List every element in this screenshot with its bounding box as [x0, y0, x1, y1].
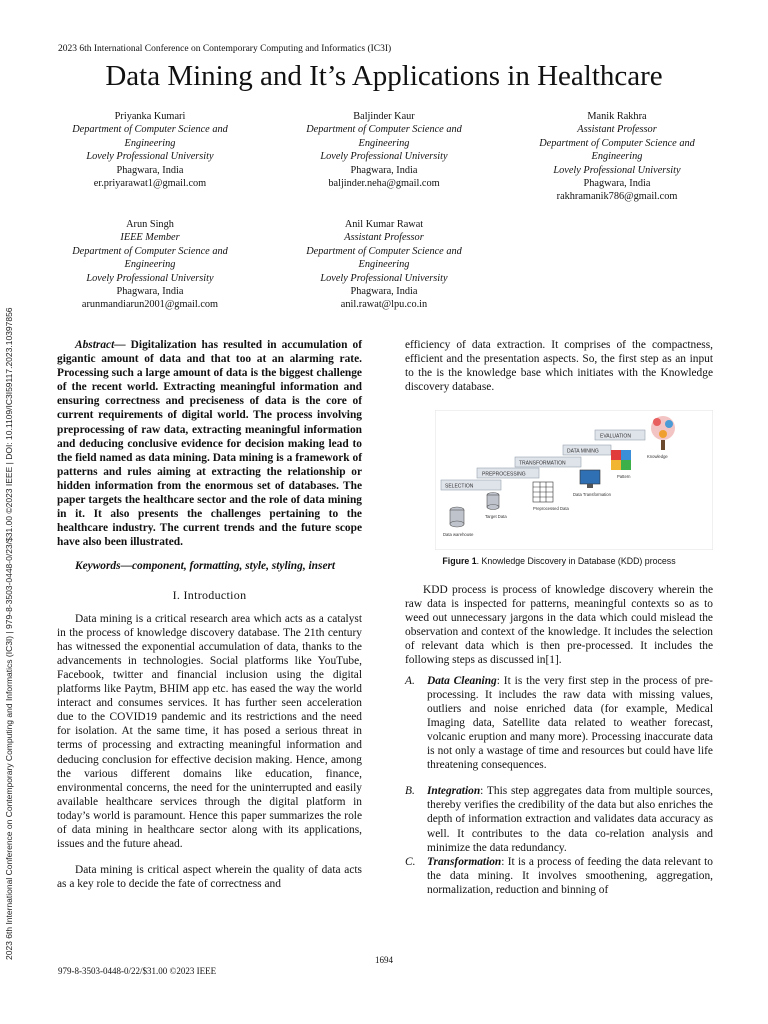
author-role: Assistant Professor [577, 124, 657, 136]
abstract-text: Digitalization has resulted in accumulation of gigantic amount of data and that too at an alarming rate. Processing such a large amount of data is the biggest challenge of the recent world. Extracting meaningful information and ensuring correctness and preciseness of data is the core of current requirements of digital world. The process involving preprocessing of raw data, extracting meaningful information and deducing conclusive evidence for decision making lead to the field named as data mining. Data mining is a framework of patterns and rules aiming at extracting the relationship or hidden information from the enormous set of databases. The paper targets the healthcare sector and the role of data mining in it. It also presents the challenges pertaining to the healthcare industry. The current trends and the future scope have also been illustrated. [57, 339, 362, 549]
author-university: Lovely Professional University [86, 272, 214, 284]
list-text: : It is a process of feeding the data relevant to the data mining. It involves smoothening, aggregation, normalization, reduction and binning of [427, 855, 713, 896]
figure-label: Data Transformation [573, 492, 611, 497]
abstract [57, 338, 362, 549]
author-role: Assistant Professor [344, 232, 424, 244]
author-block [284, 110, 484, 190]
figure-caption [405, 556, 713, 566]
author-name: Anil Kumar Rawat [344, 219, 424, 230]
author-university: Lovely Professional University [553, 164, 681, 176]
author-name: Manik Rakhra [587, 111, 647, 122]
list-item [405, 674, 713, 773]
paper-title: Data Mining and It’s Applications in Healthcare [105, 60, 663, 92]
list-term: Transformation [427, 855, 502, 868]
figure-label: Preprocessed Data [533, 506, 569, 511]
author-dept-cont: Engineering [358, 259, 410, 271]
author-city: Phagwara, India [350, 164, 418, 176]
figure-caption-text: . Knowledge Discovery in Database (KDD) process [476, 556, 676, 566]
figure-label: Knowledge [647, 454, 668, 459]
list-item [405, 784, 713, 854]
stage-label: DATA MINING [567, 448, 599, 455]
author-name: Priyanka Kumari [114, 111, 186, 122]
author-city: Phagwara, India [350, 286, 418, 298]
list-label: C. [405, 855, 416, 868]
author-block [284, 218, 484, 312]
stage-label: PREPROCESSING [482, 471, 526, 478]
author-university: Lovely Professional University [320, 151, 448, 163]
author-name: Baljinder Kaur [353, 111, 415, 122]
list-text: : It is the very first step in the process of pre-processing. It includes the raw data with missing values, outliers and noise enriched data (for example, Medical Imaging data, Satellite data related to weather forecast, volcanic eruption and many more). Processing inaccurate data is not only a wastage of time and resources but could have life threatening consequences. [427, 674, 713, 772]
paragraph: KDD process is process of knowledge discovery wherein the raw data is inspected for patterns, meaningful contexts so as to weed out unnecessary jargons in the data which could mislead the observation and context of the knowledge. It includes the selection of relevant data which is then pre-processed. It includes the following steps as discussed in[1]. [405, 584, 713, 667]
author-name: Arun Singh [126, 219, 174, 230]
author-city: Phagwara, India [116, 286, 184, 298]
author-dept: Department of Computer Science and [539, 137, 695, 149]
author-email: rakhramanik786@gmail.com [556, 191, 678, 203]
author-city: Phagwara, India [116, 164, 184, 176]
footer-copyright: 979-8-3503-0448-0/22/$31.00 ©2023 IEEE [58, 966, 217, 976]
author-dept-cont: Engineering [358, 137, 410, 149]
figure-caption-label: Figure 1 [442, 556, 477, 566]
author-email: er.priyarawat1@gmail.com [93, 178, 207, 190]
author-university: Lovely Professional University [86, 151, 214, 163]
kdd-diagram [435, 410, 713, 550]
list-text: : This step aggregates data from multiple sources, thereby verifies the credibility of the data but also enriches the depth of information extraction and validates data accuracy as well. It contributes to the data co-relation analysis and minimize the data redundancy. [427, 785, 713, 854]
author-dept: Department of Computer Science and [306, 124, 462, 136]
table-icon [533, 482, 553, 502]
figure-label: Data warehouse [443, 532, 474, 537]
right-column-bottom [405, 583, 713, 897]
stage-label: SELECTION [445, 483, 474, 490]
list-label: A. [405, 674, 415, 687]
abstract-lead: Abstract— [75, 339, 126, 351]
author-dept: Department of Computer Science and [306, 245, 462, 257]
author-block [50, 110, 250, 190]
figure-label: Target Data [485, 514, 507, 519]
puzzle-icon [611, 450, 631, 470]
author-email: baljinder.neha@gmail.com [328, 178, 440, 190]
paragraph: Data mining is a critical research area which acts as a catalyst in the process of knowledge discovery database. The 21th century has witnessed the exponential accumulation of data, thanks to the advancements in technologies. Social platforms like YouTube, Facebook, twitter and financial inclusion using the digital platforms like Paytm, BHIM app etc. has eased the way the world interact and consumes services. It has further seen acceleration due to the COVID19 pandemic and its restrictions and the need for isolation. At the same time, it has posed a serious threat in terms of processing and extracting meaningful information and deducing conclusion for effective decision making. Hence, among the various different domains like education, finance, environmental concerns, the need for the uninterrupted and easily available healthcare services through the digital platform in today’s world is paramount. Hence this paper summarizes the role of data mining in healthcare sector along with its applications, issues and the future ahead. [57, 612, 362, 851]
author-dept: Department of Computer Science and [72, 124, 228, 136]
list-term: Integration [427, 785, 481, 798]
author-dept-cont: Engineering [591, 151, 643, 163]
paragraph: efficiency of data extraction. It comprises of the compactness, efficient and the presentation aspects. So, the first step as an input to the is the knowledge base which initiates with the Knowledge discovery database. [405, 339, 713, 394]
right-column-top [405, 338, 713, 394]
kdd-figure [435, 410, 713, 550]
author-dept-cont: Engineering [124, 137, 176, 149]
list-item [405, 855, 713, 897]
author-dept: Department of Computer Science and [72, 245, 228, 257]
author-block [50, 218, 250, 312]
side-doi-text: 2023 6th International Conference on Contemporary Computing and Informatics (IC3I) | 979-8-3503-0448-0/23/$31.00 ©2023 IEEE | DOI: 10.1109/IC3I59117.2023.10397856 [4, 307, 14, 960]
author-email: arunmandiarun2001@gmail.com [81, 299, 219, 311]
figure-label: Pattern [617, 474, 631, 479]
keywords: Keywords—component, formatting, style, styling, insert [75, 560, 336, 573]
author-dept-cont: Engineering [124, 259, 176, 271]
author-email: anil.rawat@lpu.co.in [340, 299, 428, 311]
stage-label: TRANSFORMATION [519, 460, 566, 467]
author-university: Lovely Professional University [320, 272, 448, 284]
list-label: B. [405, 785, 415, 798]
conference-header: 2023 6th International Conference on Contemporary Computing and Informatics (IC3I) [58, 44, 392, 54]
left-column [57, 338, 362, 891]
author-city: Phagwara, India [583, 178, 651, 190]
stage-label: EVALUATION [600, 433, 631, 440]
section-heading: I. Introduction [172, 587, 247, 602]
page-number: 1694 [375, 955, 393, 965]
author-role: IEEE Member [120, 232, 180, 244]
list-term: Data Cleaning [427, 674, 497, 687]
paragraph: Data mining is critical aspect wherein the quality of data acts as a key role to decide the fate of correctness and [57, 864, 362, 891]
author-block [517, 110, 717, 204]
